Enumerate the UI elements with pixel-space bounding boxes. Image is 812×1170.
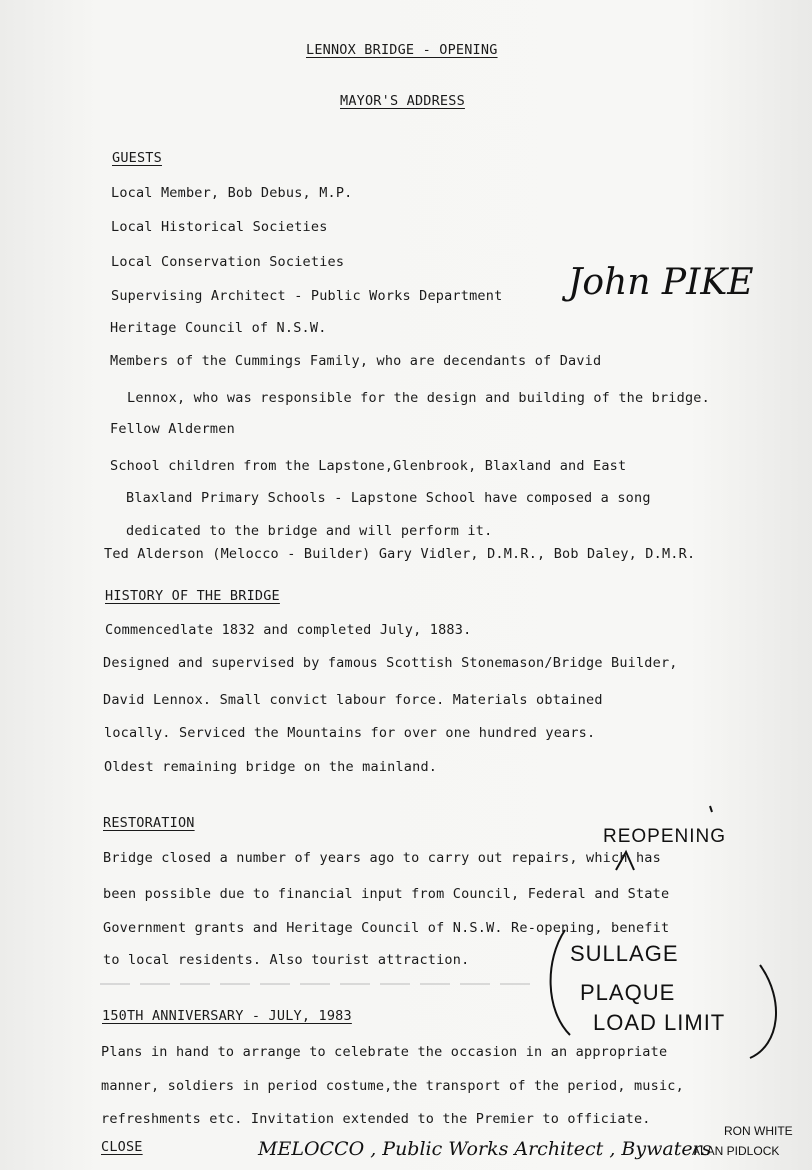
tick-mark — [710, 806, 712, 812]
guest-item: Fellow Aldermen — [110, 421, 235, 437]
history-line: locally. Serviced the Mountains for over one hundred years. — [104, 725, 596, 741]
guests-heading: GUESTS — [112, 150, 162, 166]
guest-item: Ted Alderson (Melocco - Builder) Gary Vidler, D.M.R., Bob Daley, D.M.R. — [104, 546, 696, 562]
left-bracket — [551, 930, 570, 1035]
guest-item: Local Historical Societies — [111, 219, 328, 235]
handwritten-reopening: REOPENING — [603, 826, 727, 847]
anniversary-line: manner, soldiers in period costume,the transport of the period, music, — [101, 1078, 684, 1094]
handwritten-alan: ALAN PIDLOCK — [692, 1144, 780, 1158]
guest-item: Supervising Architect - Public Works Department — [111, 288, 503, 304]
restoration-line: Bridge closed a number of years ago to carry out repairs, which has — [103, 850, 661, 866]
signature: John PIKE — [568, 262, 754, 303]
guest-item: dedicated to the bridge and will perform it. — [126, 523, 493, 539]
guest-item: Blaxland Primary Schools - Lapstone School have composed a song — [126, 490, 651, 506]
history-line: Designed and supervised by famous Scottish Stonemason/Bridge Builder, — [103, 655, 678, 671]
handwritten-load-limit: LOAD LIMIT — [593, 1010, 726, 1035]
anniversary-line: refreshments etc. Invitation extended to the Premier to officiate. — [101, 1111, 651, 1127]
handwritten-plaque: PLAQUE — [580, 980, 676, 1005]
document-title: LENNOX BRIDGE - OPENING — [306, 42, 498, 58]
document-subtitle: MAYOR'S ADDRESS — [340, 93, 465, 109]
guest-item: Heritage Council of N.S.W. — [110, 320, 327, 336]
restoration-heading: RESTORATION — [103, 815, 195, 831]
guest-item: Lennox, who was responsible for the design and building of the bridge. — [127, 390, 710, 406]
guest-item: School children from the Lapstone,Glenbrook, Blaxland and East — [110, 458, 627, 474]
handwritten-ron-white: RON WHITE — [724, 1124, 793, 1138]
close-heading: CLOSE — [101, 1139, 143, 1155]
history-heading: HISTORY OF THE BRIDGE — [105, 588, 280, 604]
restoration-line: been possible due to financial input from Council, Federal and State — [103, 886, 670, 902]
anniversary-line: Plans in hand to arrange to celebrate the occasion in an appropriate — [101, 1044, 668, 1060]
guest-item: Members of the Cummings Family, who are decendants of David — [110, 353, 602, 369]
restoration-line: to local residents. Also tourist attraction. — [103, 952, 470, 968]
restoration-line: Government grants and Heritage Council of N.S.W. Re-opening, benefit — [103, 920, 670, 936]
anniversary-heading: 150TH ANNIVERSARY - JULY, 1983 — [102, 1008, 352, 1024]
history-line: Commencedlate 1832 and completed July, 1883. — [105, 622, 472, 638]
handwritten-sullage: SULLAGE — [570, 941, 679, 966]
history-line: Oldest remaining bridge on the mainland. — [104, 759, 438, 775]
guest-item: Local Conservation Societies — [111, 254, 345, 270]
guest-item: Local Member, Bob Debus, M.P. — [111, 185, 353, 201]
right-bracket — [750, 965, 776, 1058]
history-line: David Lennox. Small convict labour force. Materials obtained — [103, 692, 603, 708]
handwritten-bottom-note: MELOCCO , Public Works Architect , Bywaters — [258, 1138, 712, 1160]
